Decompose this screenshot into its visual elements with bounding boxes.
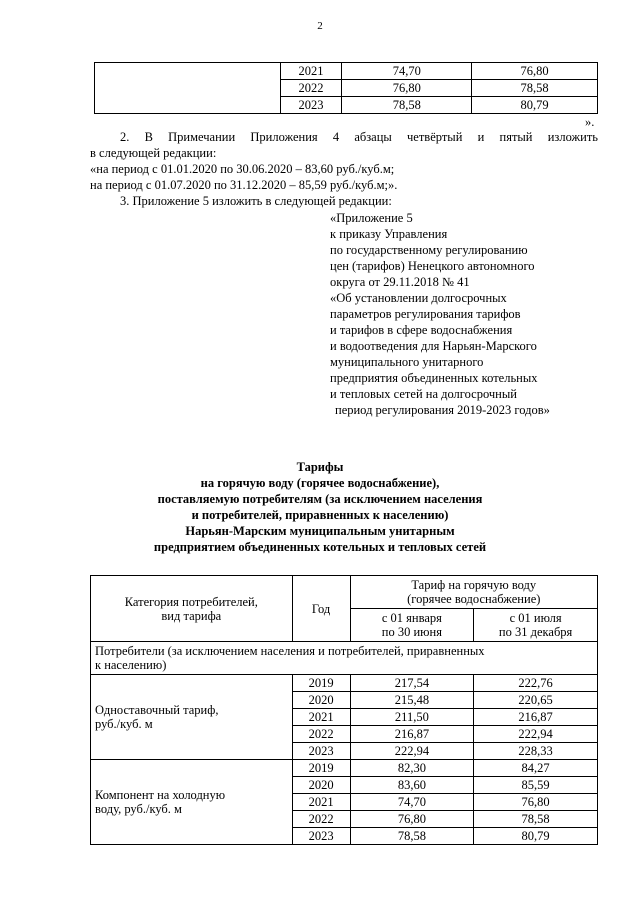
table-cell-value: 76,80 — [342, 80, 472, 97]
table-cell-year: 2023 — [280, 97, 342, 114]
appendix-line: муниципального унитарного — [330, 355, 484, 369]
table-header-row — [91, 576, 598, 609]
appendix-line: по государственному регулированию — [330, 243, 528, 257]
table-cell-year: 2023 — [292, 828, 350, 845]
table-cell-value: 78,58 — [474, 811, 598, 828]
table-row — [95, 63, 598, 80]
table-cell-value: 76,80 — [350, 811, 474, 828]
item2-line4: на период с 01.07.2020 по 31.12.2020 – 85,59 руб./куб.м;». — [90, 178, 398, 192]
title-line: Тарифы — [296, 460, 344, 474]
table-cell-value: 215,48 — [350, 692, 474, 709]
appendix-line: период регулирования 2019-2023 годов» — [335, 403, 550, 417]
table-cell-value: 85,59 — [474, 777, 598, 794]
table-cell-year: 2020 — [292, 692, 350, 709]
group-label: Компонент на холодную воду, руб./куб. м — [91, 760, 293, 845]
appendix-line: «Приложение 5 — [330, 211, 413, 225]
table-cell-year: 2020 — [292, 777, 350, 794]
table-cell-value: 78,58 — [472, 80, 598, 97]
item3-text: 3. Приложение 5 изложить в следующей редакции: — [120, 194, 392, 208]
table-cell-value: 76,80 — [472, 63, 598, 80]
table-cell-value: 76,80 — [474, 794, 598, 811]
item2-line3: «на период с 01.01.2020 по 30.06.2020 – 83,60 руб./куб.м; — [90, 162, 395, 176]
table-cell-value: 83,60 — [350, 777, 474, 794]
table-cell-value: 78,58 — [342, 97, 472, 114]
table-cell-value: 74,70 — [350, 794, 474, 811]
appendix-line: предприятия объединенных котельных — [330, 371, 538, 385]
table-cell-value: 222,94 — [474, 726, 598, 743]
table-cell-year: 2022 — [292, 811, 350, 828]
closing-quote: ». — [585, 115, 595, 129]
header-period-2: с 01 июля по 31 декабря — [474, 609, 598, 642]
group-label: Одноставочный тариф, руб./куб. м — [91, 675, 293, 760]
table-section-row — [91, 642, 598, 675]
table-cell-value: 82,30 — [350, 760, 474, 777]
appendix-line: и водоотведения для Нарьян-Марского — [330, 339, 537, 353]
tariff-table — [90, 575, 598, 845]
appendix-line: округа от 29.11.2018 № 41 — [330, 275, 470, 289]
item2-line1: 2. В Примечании Приложения 4 абзацы четвёртый и пятый изложить — [120, 130, 598, 144]
header-tariff: Тариф на горячую воду (горячее водоснабжение) — [350, 576, 597, 609]
title-line: поставляемую потребителям (за исключением населения — [157, 492, 483, 506]
table-cell-value: 74,70 — [342, 63, 472, 80]
table-cell-year: 2022 — [292, 726, 350, 743]
table-cell-year: 2023 — [292, 743, 350, 760]
table-cell-year: 2021 — [280, 63, 342, 80]
item2-line2: в следующей редакции: — [90, 146, 217, 160]
section-label: Потребители (за исключением населения и потребителей, приравненных к населению) — [91, 642, 598, 675]
header-period-1: с 01 января по 30 июня — [350, 609, 474, 642]
appendix-line: и тепловых сетей на долгосрочный — [330, 387, 517, 401]
table-cell-empty — [95, 63, 281, 114]
table-row — [91, 760, 598, 777]
table-cell-value: 80,79 — [472, 97, 598, 114]
title-line: на горячую воду (горячее водоснабжение), — [200, 476, 440, 490]
table-cell-year: 2021 — [292, 709, 350, 726]
table-cell-value: 216,87 — [350, 726, 474, 743]
appendix-line: параметров регулирования тарифов — [330, 307, 521, 321]
header-year: Год — [292, 576, 350, 642]
page-number: 2 — [317, 20, 323, 32]
table-cell-year: 2021 — [292, 794, 350, 811]
appendix-line: и тарифов в сфере водоснабжения — [330, 323, 513, 337]
title-line: Нарьян-Марским муниципальным унитарным — [185, 524, 455, 538]
table-cell-year: 2022 — [280, 80, 342, 97]
top-table — [94, 62, 598, 114]
table-cell-value: 228,33 — [474, 743, 598, 760]
appendix-line: к приказу Управления — [330, 227, 448, 241]
table-cell-value: 217,54 — [350, 675, 474, 692]
table-cell-year: 2019 — [292, 675, 350, 692]
table-cell-value: 222,94 — [350, 743, 474, 760]
appendix-line: цен (тарифов) Ненецкого автономного — [330, 259, 535, 273]
table-cell-value: 80,79 — [474, 828, 598, 845]
header-category: Категория потребителей, вид тарифа — [91, 576, 293, 642]
table-cell-value: 84,27 — [474, 760, 598, 777]
table-cell-value: 78,58 — [350, 828, 474, 845]
appendix-line: «Об установлении долгосрочных — [330, 291, 507, 305]
table-cell-value: 220,65 — [474, 692, 598, 709]
table-cell-value: 216,87 — [474, 709, 598, 726]
table-cell-value: 222,76 — [474, 675, 598, 692]
table-row — [91, 675, 598, 692]
table-cell-year: 2019 — [292, 760, 350, 777]
table-cell-value: 211,50 — [350, 709, 474, 726]
title-line: предприятием объединенных котельных и тепловых сетей — [153, 540, 487, 554]
title-line: и потребителей, приравненных к населению) — [191, 508, 449, 522]
